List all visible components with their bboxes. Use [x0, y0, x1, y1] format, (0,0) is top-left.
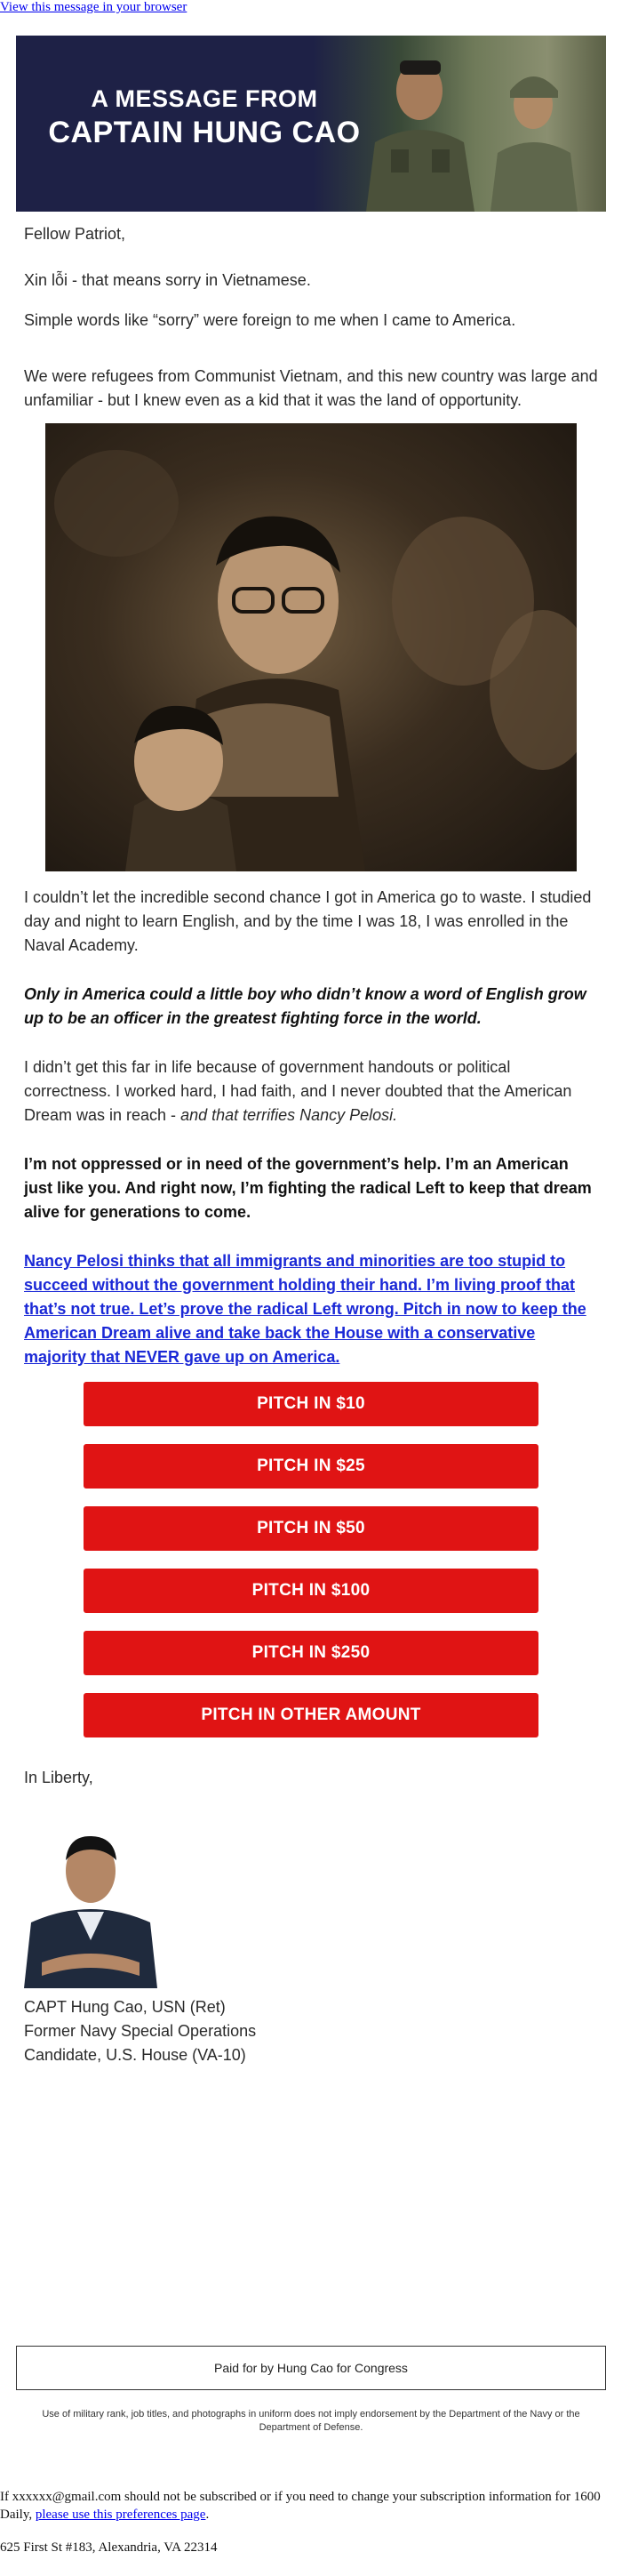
- paragraph-pelosi-link: [24, 1249, 598, 1369]
- pitch-in-25-button[interactable]: PITCH IN $25: [84, 1444, 538, 1489]
- signature-title1: Former Navy Special Operations: [24, 2022, 257, 2040]
- signature-title2: Candidate, U.S. House (VA-10): [24, 2046, 246, 2064]
- family-photo-image: [45, 423, 577, 871]
- military-disclaimer: Use of military rank, job titles, and photographs in uniform does not imply endorsement by the Department of the Navy or the Department of Defense.: [42, 2409, 580, 2433]
- paragraph-sorry-rest: - that means sorry in Vietnamese.: [68, 271, 311, 289]
- subscription-footer: [0, 2488, 622, 2524]
- pitch-in-other-amount-button[interactable]: PITCH IN OTHER AMOUNT: [84, 1693, 538, 1737]
- signature-block: [24, 1995, 598, 2067]
- mailing-address: 625 First St #183, Alexandria, VA 22314: [0, 2540, 218, 2555]
- paragraph-only-in-america: [24, 983, 598, 1031]
- subscription-end: .: [205, 2508, 210, 2522]
- paragraph-sorry-text: [24, 269, 598, 293]
- closing-text: In Liberty,: [24, 1769, 93, 1786]
- pitch-in-10-button[interactable]: PITCH IN $10: [84, 1382, 538, 1426]
- pitch-in-250-button[interactable]: PITCH IN $250: [84, 1631, 538, 1675]
- paragraph-worked-hard-text: [24, 1055, 598, 1128]
- top-bar: [0, 0, 187, 15]
- paid-for-box: Paid for by Hung Cao for Congress: [16, 2346, 606, 2390]
- closing: [24, 1766, 598, 1790]
- paragraph-worked-hard-main: I didn’t get this far in life because of government handouts or political correctness. I worked hard, I had faith, and I never doubted that the American Dream was in reach -: [24, 1058, 572, 1124]
- paragraph-refugees: [24, 365, 598, 413]
- paragraph-not-oppressed-text: I’m not oppressed or in need of the government’s help. I’m an American just like you. And right now, I’m fighting the radical Left to keep that dream alive for generations to come.: [24, 1155, 592, 1221]
- signature-name: CAPT Hung Cao, USN (Ret): [24, 1998, 226, 2016]
- paragraph-second-chance-text: I couldn’t let the incredible second chance I got in America go to waste. I studied day and night to learn English, and by the time I was 18, I was enrolled in the Naval Academy.: [24, 888, 592, 954]
- paragraph-not-oppressed: [24, 1152, 598, 1224]
- banner-title-line2: CAPTAIN HUNG CAO: [48, 116, 361, 149]
- candidate-portrait: [24, 1807, 157, 1988]
- candidate-photo: [24, 1807, 157, 1988]
- greeting: [24, 222, 598, 246]
- view-in-browser-link[interactable]: View this message in your browser: [0, 0, 187, 14]
- paragraph-foreign: [24, 309, 598, 333]
- vietnamese-word: Xin lỗi: [24, 271, 68, 289]
- paragraph-sorry: [24, 269, 598, 293]
- paragraph-foreign-text: Simple words like “sorry” were foreign to me when I came to America.: [24, 311, 516, 329]
- family-photo: [45, 423, 577, 871]
- paragraph-worked-hard-italic: and that terrifies Nancy Pelosi.: [180, 1106, 398, 1124]
- pitch-in-50-button[interactable]: PITCH IN $50: [84, 1506, 538, 1551]
- donate-text-link[interactable]: Nancy Pelosi thinks that all immigrants and minorities are too stupid to succeed without the government holding their hand. I’m living proof that that’s not true. Let’s prove the radical Left wrong. Pitch in now to keep the American Dream alive and take back the House with a conservative majority that NEVER gave up on America.: [24, 1252, 586, 1366]
- subscription-text: If xxxxxx@gmail.com should not be subscribed or if you need to change your subscription information for 1600 Daily,: [0, 2490, 601, 2522]
- header-banner: [16, 36, 606, 212]
- banner-title: [44, 84, 364, 151]
- preferences-page-link[interactable]: please use this preferences page: [35, 2508, 206, 2522]
- paragraph-second-chance: [24, 886, 598, 958]
- banner-title-line1: A MESSAGE FROM: [91, 85, 318, 112]
- paragraph-refugees-text: We were refugees from Communist Vietnam, and this new country was large and unfamiliar - but I knew even as a kid that it was the land of opportunity.: [24, 367, 598, 409]
- greeting-text: Fellow Patriot,: [24, 225, 126, 243]
- pitch-in-100-button[interactable]: PITCH IN $100: [84, 1569, 538, 1613]
- paragraph-only-in-america-text: Only in America could a little boy who didn’t know a word of English grow up to be an officer in the greatest fighting force in the world.: [24, 985, 586, 1027]
- paragraph-worked-hard: [24, 1055, 598, 1128]
